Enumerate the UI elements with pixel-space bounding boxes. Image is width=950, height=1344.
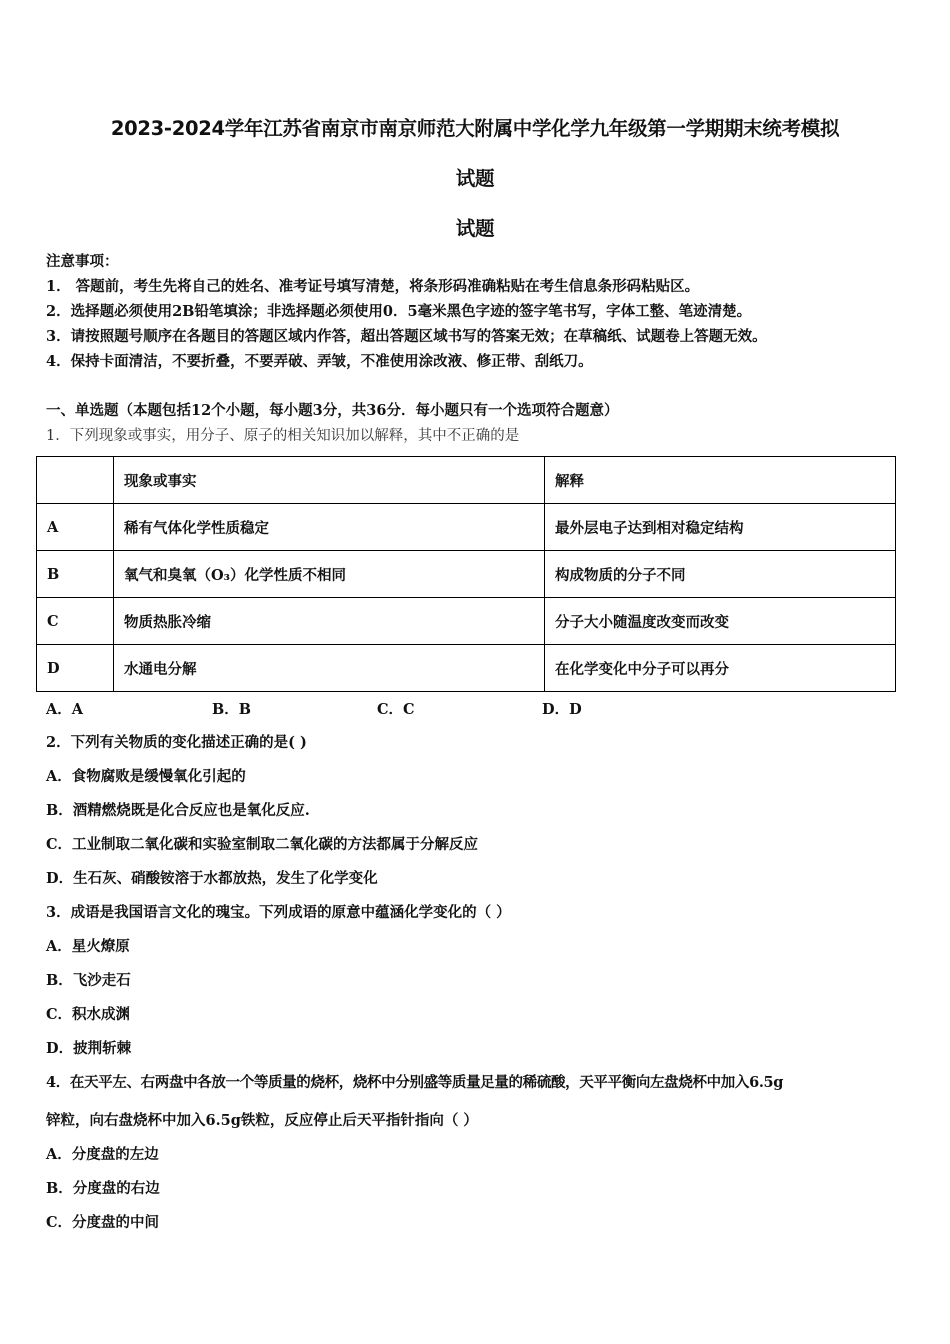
question-2-stem: 2．下列有关物质的变化描述正确的是( )	[46, 734, 307, 751]
table-cell: B	[37, 551, 114, 598]
table-cell: 分子大小随温度改变而改变	[545, 598, 896, 645]
table-cell: 在化学变化中分子可以再分	[545, 645, 896, 692]
table-cell: C	[37, 598, 114, 645]
question-1-option-d: D．D	[542, 701, 582, 718]
question-1-option-a: A．A	[46, 701, 84, 718]
table-row	[37, 551, 896, 598]
exam-title-line-1: 2023-2024学年江苏省南京市南京师范大附属中学化学九年级第一学期期末统考模拟	[110, 117, 840, 140]
table-cell: 构成物质的分子不同	[545, 551, 896, 598]
question-1-table	[36, 456, 896, 692]
table-header-row	[37, 457, 896, 504]
question-4-option-c: C．分度盘的中间	[46, 1214, 160, 1231]
question-4-stem-line-1: 4．在天平左、右两盘中各放一个等质量的烧杯，烧杯中分别盛等质量足量的稀硫酸，天平平衡向左盘烧杯中加入6.5g	[46, 1074, 784, 1091]
table-cell: 稀有气体化学性质稳定	[114, 504, 545, 551]
question-1-option-b: B．B	[212, 701, 252, 718]
notice-item-4: 4．保持卡面清洁，不要折叠，不要弄破、弄皱，不准使用涂改液、修正带、刮纸刀。	[46, 353, 593, 370]
exam-title-line-2: 试题	[455, 167, 495, 190]
notice-heading: 注意事项：	[46, 253, 119, 270]
question-3-option-d: D．披荆斩棘	[46, 1040, 132, 1057]
question-2-option-a: A．食物腐败是缓慢氧化引起的	[46, 768, 246, 785]
table-row	[37, 645, 896, 692]
notice-item-2: 2．选择题必须使用2B铅笔填涂；非选择题必须使用0．5毫米黑色字迹的签字笔书写，字体工整、笔迹清楚。	[46, 303, 752, 320]
table-cell: A	[37, 504, 114, 551]
table-header-cell	[37, 457, 114, 504]
notice-item-1: 1． 答题前，考生先将自己的姓名、准考证号填写清楚，将条形码准确粘贴在考生信息条形码粘贴区。	[46, 278, 700, 295]
section-1-heading: 一、单选题（本题包括12个小题，每小题3分，共36分．每小题只有一个选项符合题意）	[46, 402, 619, 419]
question-4-option-a: A．分度盘的左边	[46, 1146, 159, 1163]
table-header-cell: 解释	[545, 457, 896, 504]
question-3-option-c: C．积水成渊	[46, 1006, 131, 1023]
question-4-stem-line-2: 锌粒，向右盘烧杯中加入6.5g铁粒，反应停止后天平指针指向（ ）	[46, 1112, 478, 1129]
question-1-stem: 1．下列现象或事实，用分子、原子的相关知识加以解释，其中不正确的是	[46, 428, 520, 444]
question-1-option-c: C．C	[377, 701, 415, 718]
question-2-option-d: D．生石灰、硝酸铵溶于水都放热，发生了化学变化	[46, 870, 378, 887]
question-2-option-c: C．工业制取二氧化碳和实验室制取二氧化碳的方法都属于分解反应	[46, 836, 479, 853]
question-3-stem: 3．成语是我国语言文化的瑰宝。下列成语的原意中蕴涵化学变化的（ ）	[46, 904, 511, 921]
table-header-cell: 现象或事实	[114, 457, 545, 504]
question-2-option-b: B．酒精燃烧既是化合反应也是氧化反应.	[46, 802, 310, 819]
notice-item-3: 3．请按照题号顺序在各题目的答题区域内作答，超出答题区域书写的答案无效；在草稿纸、试题卷上答题无效。	[46, 328, 767, 345]
question-3-option-a: A．星火燎原	[46, 938, 130, 955]
table-cell: 物质热胀冷缩	[114, 598, 545, 645]
exam-title-line-3: 试题	[455, 217, 495, 240]
table-row	[37, 504, 896, 551]
question-3-option-b: B．飞沙走石	[46, 972, 131, 989]
table-cell: 最外层电子达到相对稳定结构	[545, 504, 896, 551]
table-cell: 氧气和臭氧（O₃）化学性质不相同	[114, 551, 545, 598]
question-4-option-b: B．分度盘的右边	[46, 1180, 160, 1197]
table-row	[37, 598, 896, 645]
table-cell: D	[37, 645, 114, 692]
table-cell: 水通电分解	[114, 645, 545, 692]
